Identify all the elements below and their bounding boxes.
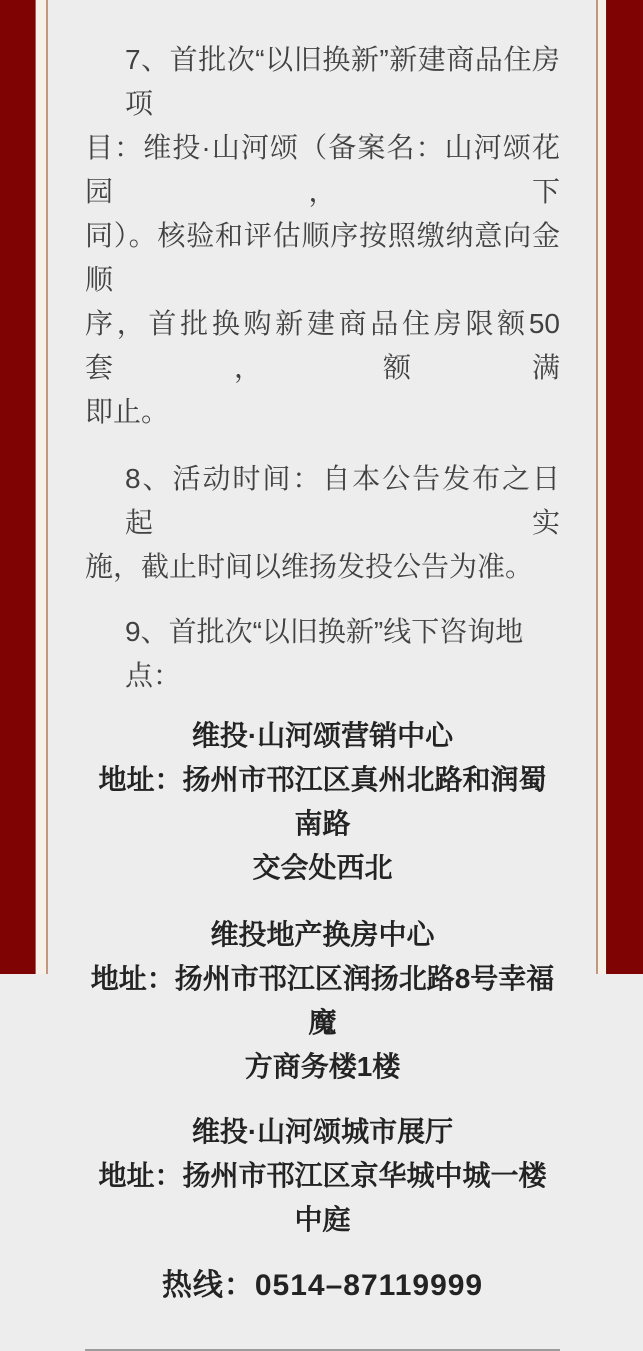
paragraph-7 (85, 38, 560, 434)
location-block-marketing-center (85, 714, 560, 890)
hotline-number: 热线：0514–87119999 (161, 1269, 484, 1302)
right-red-border (606, 0, 643, 974)
paragraph-line: 8、活动时间：自本公告发布之日起实 (125, 463, 560, 538)
paragraph-8 (85, 457, 560, 589)
paragraph-line: 同）。核验和评估顺序按照缴纳意向金顺 (85, 220, 560, 295)
announcement-content (48, 0, 596, 1302)
location-address-line: 方商务楼1楼 (244, 1051, 401, 1082)
left-red-border (0, 0, 36, 974)
right-cream-trim (596, 0, 606, 974)
paragraph-9 (85, 610, 560, 698)
location-block-exchange-center (85, 913, 560, 1089)
location-address-line: 地址：扬州市邗江区润扬北路8号幸福魔 (90, 963, 555, 1038)
location-block-city-showroom (85, 1110, 560, 1242)
location-name: 维投地产换房中心 (210, 919, 435, 950)
left-cream-trim (36, 0, 48, 974)
location-name: 维投·山河颂城市展厅 (191, 1116, 454, 1147)
paragraph-line: 7、首批次“以旧换新”新建商品住房项 (125, 44, 560, 119)
location-address-line: 交会处西北 (252, 852, 393, 883)
paragraph-line: 目：维投·山河颂（备案名：山河颂花园，下 (85, 132, 560, 207)
location-address-line: 地址：扬州市邗江区真州北路和润蜀南路 (98, 764, 547, 839)
paragraph-line: 施，截止时间以维扬发投公告为准。 (85, 551, 534, 582)
paragraph-line: 9、首批次“以旧换新”线下咨询地点： (125, 616, 524, 691)
paragraph-line: 即止。 (85, 396, 170, 427)
paragraph-line: 序，首批换购新建商品住房限额50套，额满 (85, 308, 560, 383)
location-name: 维投·山河颂营销中心 (191, 720, 454, 751)
location-address-line: 地址：扬州市邗江区京华城中城一楼中庭 (98, 1160, 547, 1235)
